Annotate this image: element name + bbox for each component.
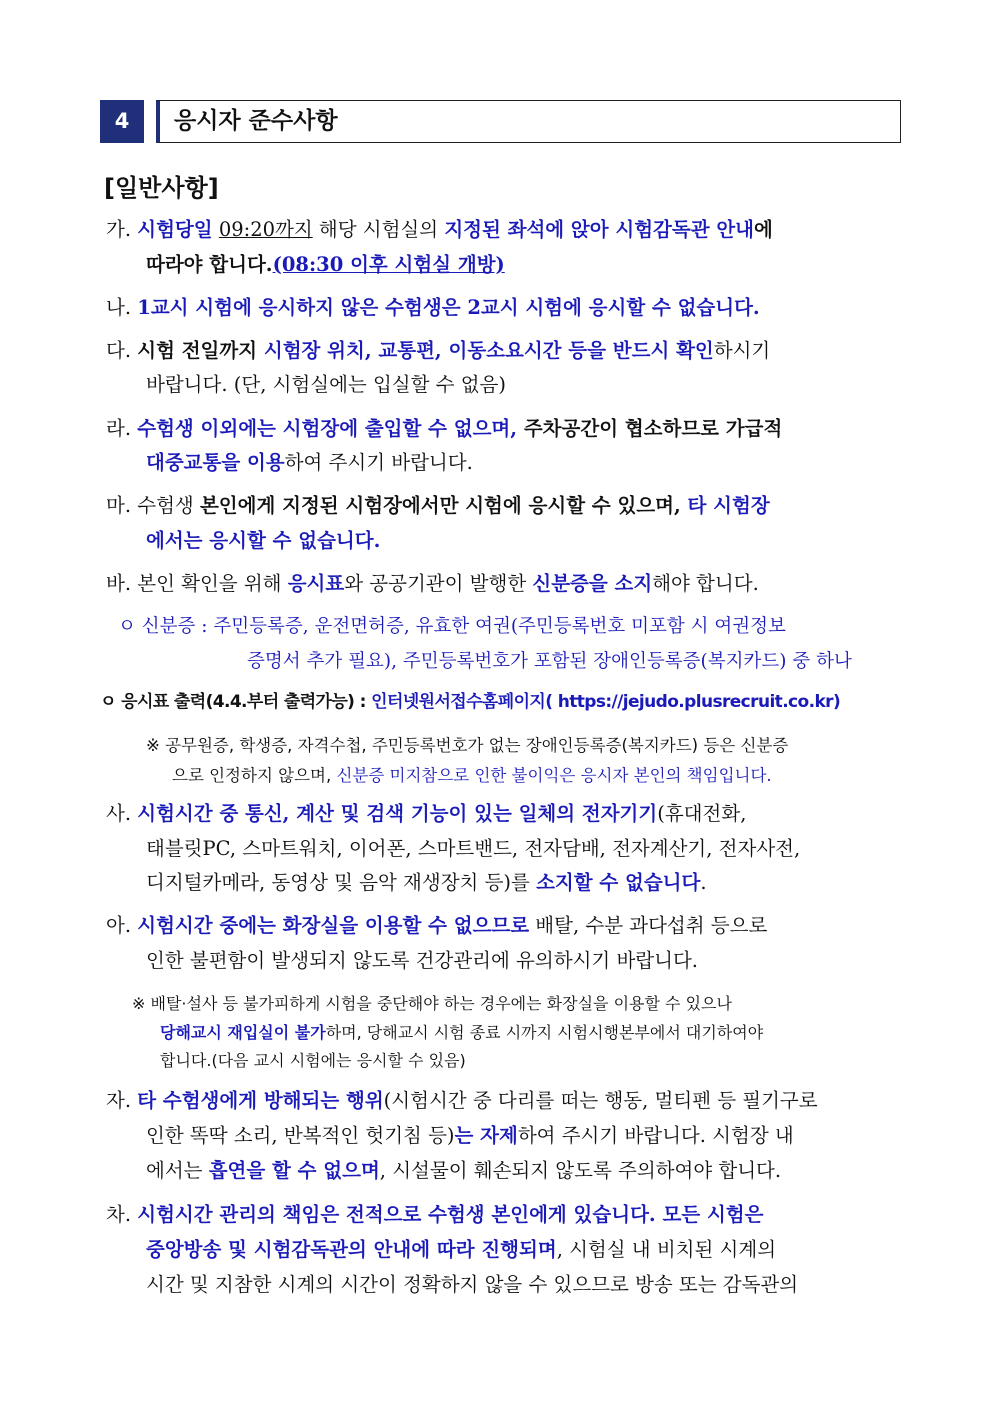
item-da-line2 [146,371,506,399]
item-marker: 차. [106,1203,132,1226]
subsection-title: [일반사항] [104,174,219,202]
item-ga-line1 [106,216,773,244]
text-bold-blue: 에서는 응시할 수 없습니다. [146,529,381,552]
id-note-line1: ㅇ 신분증 : 주민등록증, 운전면허증, 유효한 여권(주민등록번호 미포함 시 여권정보 [118,616,786,637]
item-ma-line2 [146,527,380,555]
text: 에서는 [146,1159,209,1182]
warning-note-line1: ※ 공무원증, 학생증, 자격수첩, 주민등록번호가 없는 장애인등록증(복지카드) 등은 신분증 [146,736,789,755]
item-marker: 라. [106,417,132,440]
item-sa-line1 [106,800,746,828]
id-note-line2: 증명서 추가 필요), 주민등록번호가 포함된 장애인등록증(복지카드) 중 하나 [247,651,852,672]
text-bold: 주차공간이 협소하므로 가급적 [523,417,783,440]
text-bold-blue: 시험시간 중 통신, 계산 및 검색 기능이 있는 일체의 전자기기 [137,802,658,825]
item-marker: 아. [106,914,132,937]
text: 바랍니다. (단, 시험실에는 입실할 수 없음) [146,373,506,396]
item-sa-line2: 태블릿PC, 스마트워치, 이어폰, 스마트밴드, 전자담배, 전자계산기, 전자사전, [146,837,801,860]
text-bold-blue: 시험시간 관리의 책임은 전적으로 수험생 본인에게 있습니다. 모든 시험은 [137,1203,764,1226]
item-sa-line3: 디지털카메라, 동영상 및 음악 재생장치 등)를 소지할 수 없습니다. [146,871,707,894]
section-number: 4 [100,100,144,143]
item-marker: 가. [106,218,132,241]
text: 와 공공기관이 발행한 [344,572,533,595]
text-bold-blue: 수험생 이외에는 시험장에 출입할 수 없으며, [137,417,524,440]
item-a-line2: 인한 불편함이 발생되지 않도록 건강관리에 유의하시기 바랍니다. [146,949,698,972]
text: 하여 주시기 바랍니다. [284,451,473,474]
item-marker: 바. [106,572,132,595]
toilet-note-line1: ※ 배탈·설사 등 불가피하게 시험을 중단해야 하는 경우에는 화장실을 이용할 수 있으나 [132,994,732,1013]
section-header [100,100,898,143]
text: 으로 인정하지 않으며, [172,766,337,785]
item-a-line1 [106,912,767,940]
text: 하시기 [713,339,771,362]
text: 하여 주시기 바랍니다. 시험장 내 [517,1124,794,1147]
item-marker: 마. [106,494,132,517]
item-cha-line1 [106,1201,763,1229]
item-marker: 사. [106,802,132,825]
text-bold-blue: 소지할 수 없습니다 [536,871,701,894]
text-bold: 본인에게 지정된 시험장에서만 시험에 응시할 수 있으며, [199,494,688,517]
text-bold-blue: 는 자제 [454,1124,518,1147]
text-bold-blue: 당해교시 재입실이 불가 [160,1023,326,1042]
text-blue: 신분증 미지참으로 인한 불이익은 응시자 본인의 책임입니다. [336,766,772,785]
text: 디지털카메라, 동영상 및 음악 재생장치 등)를 [146,871,537,894]
print-note [100,688,840,716]
text: 인한 똑딱 소리, 반복적인 헛기침 등) [146,1124,455,1147]
item-ga-line2 [146,251,505,279]
item-ra-line2 [146,449,473,477]
text: (시험시간 중 다리를 떠는 행동, 멀티펜 등 필기구로 [383,1089,818,1112]
text-bold-blue: 중앙방송 및 시험감독관의 안내에 따라 진행되며 [146,1238,557,1261]
item-cha-line3: 시간 및 지참한 시계의 시간이 정확하지 않을 수 있으므로 방송 또는 감독관의 [146,1273,799,1296]
text-bold-blue: 신분증을 소지 [532,572,653,595]
item-marker: 자. [106,1089,132,1112]
text-bold-blue: 시험시간 중에는 화장실을 이용할 수 없으므로 [137,914,530,937]
text-bold-blue: 지정된 좌석에 앉아 시험감독관 안내 [444,218,755,241]
item-marker: 다. [106,339,132,362]
section-title-box [156,100,901,143]
text-bold: 시험 전일까지 [137,339,264,362]
text: 배탈, 수분 과다섭취 등으로 [529,914,768,937]
text-underline: 09:20까지 [218,218,313,241]
section-title: 응시자 준수사항 [174,108,338,134]
item-ra-line1 [106,415,782,443]
text: 해당 시험실의 [312,218,445,241]
item-na [106,294,760,322]
text: 본인 확인을 위해 [137,572,288,595]
text-bold-blue: 타 수험생에게 방해되는 행위 [137,1089,384,1112]
text-bold-blue: 응시표 [287,572,345,595]
text: 하며, 당해교시 시험 종료 시까지 시험시행본부에서 대기하여야 [325,1023,764,1042]
text: 해야 합니다. [652,572,759,595]
text-bold-blue: (08:30 이후 시험실 개방) [272,253,505,276]
item-da-line1 [106,337,770,365]
toilet-note-line2 [160,1019,763,1047]
item-ja-line2 [146,1122,794,1150]
text-bold: ㅇ 응시표 출력(4.4.부터 출력가능) : [100,692,372,712]
text-bold-blue: 시험당일 [137,218,213,241]
text-bold: 에 [754,218,773,241]
text-bold-blue: 1교시 시험에 응시하지 않은 수험생은 2교시 시험에 응시할 수 없습니다. [137,296,760,319]
toilet-note-line3: 합니다.(다음 교시 시험에는 응시할 수 있음) [160,1051,466,1070]
homepage-link-text: 인터넷원서접수홈페이지( https://jejudo.plusrecruit.co.kr) [371,692,841,712]
text-bold-blue: 대중교통을 이용 [146,451,285,474]
item-cha-line2 [146,1236,776,1264]
text-bold-blue: 시험장 위치, 교통편, 이동소요시간 등을 반드시 확인 [263,339,714,362]
item-ja-line3 [146,1157,781,1185]
item-ma-line1 [106,492,770,520]
item-ja-line1 [106,1087,818,1115]
text: , 시험실 내 비치된 시계의 [556,1238,777,1261]
text-bold-blue: 타 시험장 [687,494,770,517]
warning-note-line2 [172,762,772,790]
item-ba [106,570,759,598]
text: (휴대전화, [657,802,747,825]
item-marker: 나. [106,296,132,319]
text: , 시설물이 훼손되지 않도록 주의하여야 합니다. [379,1159,782,1182]
text: 수험생 [137,494,200,517]
text-bold: 따라야 합니다. [146,253,273,276]
text-bold-blue: 흡연을 할 수 없으며 [208,1159,380,1182]
